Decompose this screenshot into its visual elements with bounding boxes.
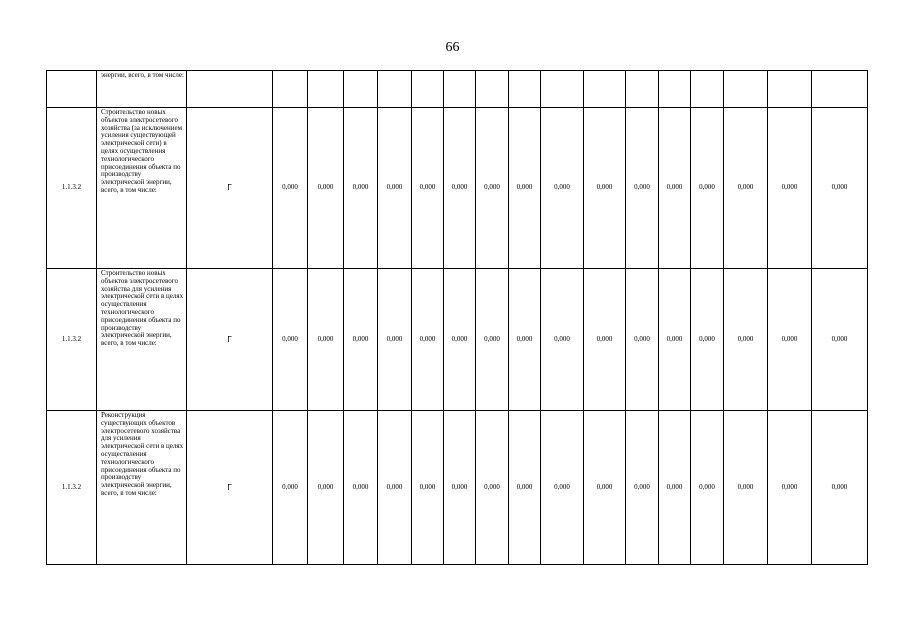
value-cell: 0,000 <box>476 411 509 565</box>
value-cell: 0,000 <box>812 411 868 565</box>
value-cell: 0,000 <box>308 269 344 411</box>
row-unit-cell <box>187 71 273 108</box>
value-cell: 0,000 <box>768 269 812 411</box>
value-cell: 0,000 <box>509 108 541 269</box>
value-cell <box>308 71 344 108</box>
row-code-cell: 1.1.3.2 <box>47 269 97 411</box>
table-row <box>47 71 868 108</box>
value-cell: 0,000 <box>691 108 724 269</box>
value-cell: 0,000 <box>273 269 308 411</box>
value-cell <box>476 71 509 108</box>
value-cell <box>659 71 691 108</box>
row-code-cell <box>47 71 97 108</box>
value-cell: 0,000 <box>273 411 308 565</box>
row-code-cell: 1.1.3.2 <box>47 108 97 269</box>
value-cell: 0,000 <box>509 269 541 411</box>
value-cell: 0,000 <box>541 411 584 565</box>
value-cell <box>812 71 868 108</box>
value-cell: 0,000 <box>724 269 768 411</box>
value-cell: 0,000 <box>344 269 378 411</box>
value-cell: 0,000 <box>584 108 626 269</box>
value-cell: 0,000 <box>412 108 444 269</box>
value-cell: 0,000 <box>691 411 724 565</box>
value-cell: 0,000 <box>659 411 691 565</box>
value-cell: 0,000 <box>541 269 584 411</box>
value-cell: 0,000 <box>626 108 659 269</box>
page-number: 66 <box>445 40 460 55</box>
row-unit-cell: Г <box>187 108 273 269</box>
value-cell <box>584 71 626 108</box>
value-cell: 0,000 <box>444 269 476 411</box>
row-name-cell: Реконструкция существующих объектов электросетевого хозяйства для усиления электрической сети в целях осуществления технологического присоединения объекта по производству электрической энергии, всего, в том числе: <box>97 411 187 565</box>
value-cell <box>273 71 308 108</box>
value-cell <box>626 71 659 108</box>
value-cell: 0,000 <box>691 269 724 411</box>
value-cell: 0,000 <box>378 411 412 565</box>
value-cell: 0,000 <box>724 411 768 565</box>
value-cell: 0,000 <box>378 269 412 411</box>
value-cell <box>768 71 812 108</box>
value-cell: 0,000 <box>584 269 626 411</box>
value-cell: 0,000 <box>476 269 509 411</box>
row-unit-cell: Г <box>187 269 273 411</box>
value-cell: 0,000 <box>626 269 659 411</box>
row-code-cell: 1.1.3.2 <box>47 411 97 565</box>
value-cell <box>444 71 476 108</box>
value-cell: 0,000 <box>626 411 659 565</box>
value-cell: 0,000 <box>768 411 812 565</box>
row-unit-cell: Г <box>187 411 273 565</box>
value-cell: 0,000 <box>308 108 344 269</box>
value-cell: 0,000 <box>378 108 412 269</box>
value-cell: 0,000 <box>659 108 691 269</box>
value-cell: 0,000 <box>812 108 868 269</box>
value-cell: 0,000 <box>659 269 691 411</box>
value-cell <box>691 71 724 108</box>
row-name-cell: Строительство новых объектов электросетевого хозяйства (за исключением усиления существующей электрической сети) в целях осуществления технологического присоединения объекта по производству электрической энергии, всего, в том числе: <box>97 108 187 269</box>
table-row <box>47 269 868 411</box>
table-row <box>47 411 868 565</box>
row-name-cell: Строительство новых объектов электросетевого хозяйства для усиления электрической сети в целях осуществления технологического присоединения объекта по производству электрической энергии, всего, в том числе: <box>97 269 187 411</box>
value-cell: 0,000 <box>724 108 768 269</box>
value-cell: 0,000 <box>344 108 378 269</box>
value-cell: 0,000 <box>812 269 868 411</box>
value-cell: 0,000 <box>344 411 378 565</box>
value-cell: 0,000 <box>444 108 476 269</box>
value-cell: 0,000 <box>444 411 476 565</box>
value-cell: 0,000 <box>308 411 344 565</box>
value-cell <box>378 71 412 108</box>
value-cell <box>509 71 541 108</box>
value-cell: 0,000 <box>412 411 444 565</box>
value-cell: 0,000 <box>541 108 584 269</box>
value-cell: 0,000 <box>412 269 444 411</box>
value-cell <box>724 71 768 108</box>
value-cell <box>541 71 584 108</box>
value-cell: 0,000 <box>768 108 812 269</box>
table-row <box>47 108 868 269</box>
value-cell: 0,000 <box>476 108 509 269</box>
value-cell <box>344 71 378 108</box>
value-cell: 0,000 <box>509 411 541 565</box>
value-cell: 0,000 <box>584 411 626 565</box>
row-name-cell: энергии, всего, в том числе: <box>97 71 187 108</box>
value-cell <box>412 71 444 108</box>
value-cell: 0,000 <box>273 108 308 269</box>
data-table <box>46 70 868 565</box>
